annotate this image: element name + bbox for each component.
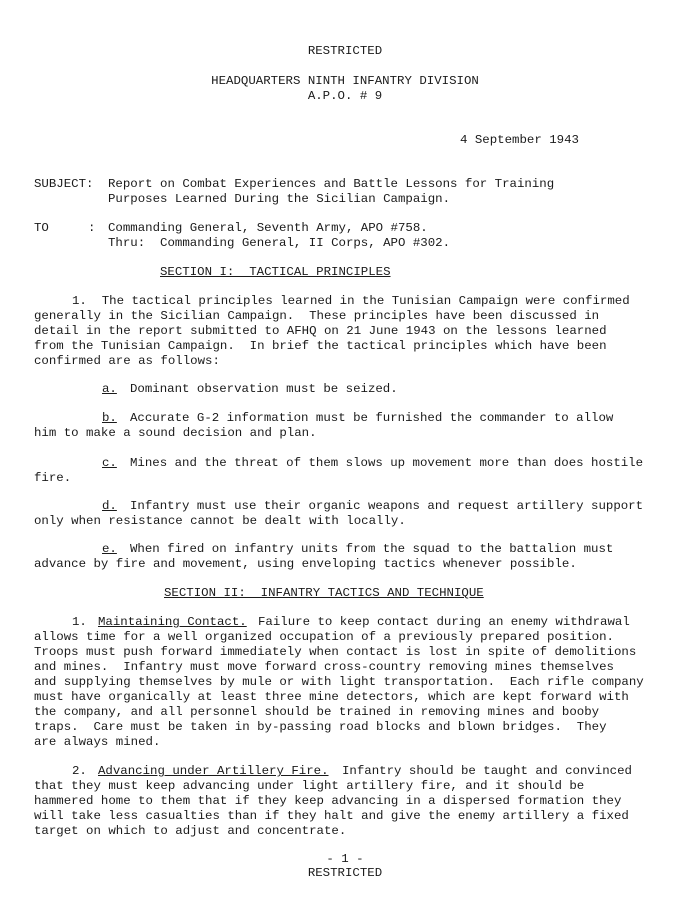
item-text: Mines and the threat of them slows up movement more than does hostile: [130, 456, 644, 470]
paragraph-line: will take less casualties than if they halt and give the enemy artillery a fixed: [34, 809, 629, 823]
to-line-1: Commanding General, Seventh Army, APO #758.: [108, 221, 428, 235]
item-letter: c.: [102, 456, 117, 470]
paragraph-line: and supplying themselves by mule or with light transportation. Each rifle company: [34, 675, 644, 689]
paragraph-line: are always mined.: [34, 735, 161, 749]
paragraph-line: Failure to keep contact during an enemy withdrawal: [258, 615, 630, 629]
item-text: advance by fire and movement, using enveloping tactics whenever possible.: [34, 557, 577, 571]
to-colon: :: [88, 221, 96, 235]
item-text: When fired on infantry units from the squad to the battalion must: [130, 542, 614, 556]
item-text: Infantry must use their organic weapons and request artillery support: [130, 499, 644, 513]
subject-line-2: Purposes Learned During the Sicilian Campaign.: [108, 192, 451, 206]
apo-number: A.P.O. # 9: [307, 89, 383, 103]
paragraph-line: that they must keep advancing under light artillery fire, and it should be: [34, 779, 585, 793]
paragraph-line: allows time for a well organized occupation of a previously prepared position.: [34, 630, 614, 644]
item-letter: b.: [102, 411, 117, 425]
item-text: Dominant observation must be seized.: [130, 382, 398, 396]
classification-bottom: RESTRICTED: [307, 866, 383, 880]
paragraph-heading: Advancing under Artillery Fire.: [98, 764, 329, 778]
paragraph-number: 1.: [72, 615, 87, 629]
paragraph-line: generally in the Sicilian Campaign. These principles have been discussed in: [34, 309, 600, 323]
paragraph-line: detail in the report submitted to AFHQ on 21 June 1943 on the lessons learned: [34, 324, 607, 338]
paragraph-line: Troops must push forward immediately when contact is lost in spite of demolitions: [34, 645, 637, 659]
item-letter: d.: [102, 499, 117, 513]
paragraph-heading: Maintaining Contact.: [98, 615, 247, 629]
paragraph-number: 2.: [72, 764, 87, 778]
paragraph-line: must have organically at least three mine detectors, which are kept forward with: [34, 690, 629, 704]
paragraph-line: from the Tunisian Campaign. In brief the tactical principles which have been: [34, 339, 607, 353]
classification-top: RESTRICTED: [307, 44, 383, 58]
paragraph-line: and mines. Infantry must move forward cross-country removing mines themselves: [34, 660, 614, 674]
paragraph-line: traps. Care must be taken in by-passing road blocks and blown bridges. They: [34, 720, 607, 734]
item-text: him to make a sound decision and plan.: [34, 426, 317, 440]
item-text: fire.: [34, 471, 72, 485]
item-letter: e.: [102, 542, 117, 556]
item-text: only when resistance cannot be dealt with locally.: [34, 514, 406, 528]
paragraph-line: 1. The tactical principles learned in the Tunisian Campaign were confirmed: [72, 294, 630, 308]
subject-label: SUBJECT:: [34, 177, 94, 191]
section-1-title: SECTION I: TACTICAL PRINCIPLES: [160, 265, 391, 279]
subject-line-1: Report on Combat Experiences and Battle Lessons for Training: [108, 177, 555, 191]
to-label: TO: [34, 221, 49, 235]
paragraph-line: confirmed are as follows:: [34, 354, 220, 368]
page-number: - 1 -: [326, 852, 364, 866]
paragraph-line: Infantry should be taught and convinced: [342, 764, 632, 778]
item-text: Accurate G-2 information must be furnished the commander to allow: [130, 411, 614, 425]
paragraph-line: hammered home to them that if they keep advancing in a dispersed formation they: [34, 794, 622, 808]
to-line-2: Thru: Commanding General, II Corps, APO #302.: [108, 236, 451, 250]
headquarters-title: HEADQUARTERS NINTH INFANTRY DIVISION: [211, 74, 479, 88]
section-2-title: SECTION II: INFANTRY TACTICS AND TECHNIQUE: [164, 586, 484, 600]
paragraph-line: target on which to adjust and concentrate.: [34, 824, 347, 838]
item-letter: a.: [102, 382, 117, 396]
document-date: 4 September 1943: [460, 133, 579, 147]
paragraph-line: the company, and all personnel should be trained in removing mines and booby: [34, 705, 600, 719]
